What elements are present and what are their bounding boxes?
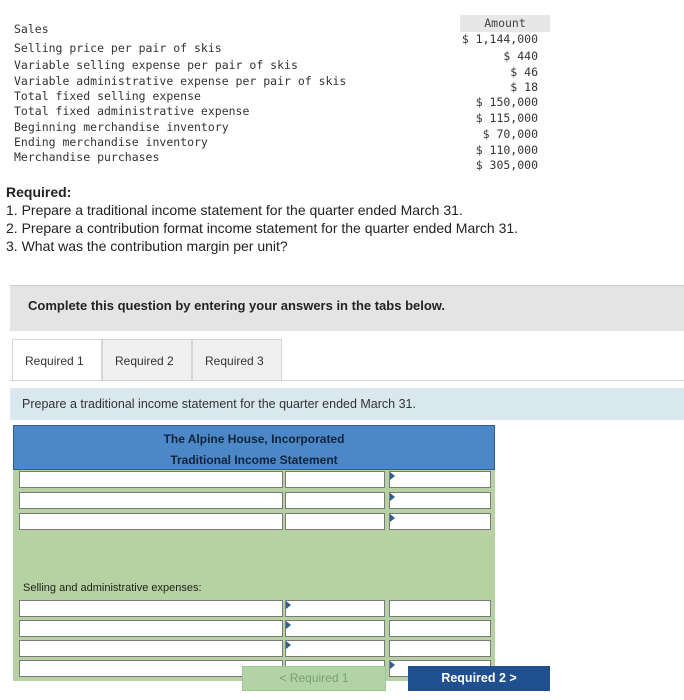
total-input[interactable]: [389, 640, 491, 657]
tab-instruction-bar: [10, 388, 684, 420]
required-list: [6, 183, 518, 255]
statement-row: [19, 492, 491, 509]
dropdown-arrow-icon: [286, 621, 291, 629]
statement-row: [19, 471, 491, 488]
statement-row: [19, 640, 491, 657]
row-value: $ 1,144,000: [461, 32, 538, 46]
tab-required-3[interactable]: Required 3: [192, 339, 282, 381]
label-input[interactable]: [19, 513, 283, 530]
required-heading: Required:: [6, 184, 72, 200]
next-required-button[interactable]: Required 2 >: [408, 666, 550, 691]
row-label: Variable administrative expense per pair of skis: [14, 74, 347, 88]
dropdown-arrow-icon: [390, 661, 395, 669]
row-value: $ 46: [510, 65, 538, 79]
statement-header: [13, 425, 495, 470]
amount-input[interactable]: [285, 513, 385, 530]
total-input[interactable]: [389, 600, 491, 617]
label-input[interactable]: [19, 640, 283, 657]
company-name: The Alpine House, Incorporated: [163, 432, 345, 446]
amount-input[interactable]: [285, 640, 385, 657]
row-label: Total fixed selling expense: [14, 89, 201, 103]
row-value: $ 70,000: [482, 127, 538, 141]
row-value: $ 115,000: [475, 111, 538, 125]
statement-row: [19, 600, 491, 617]
table-row: [12, 158, 540, 174]
label-input[interactable]: [19, 492, 283, 509]
required-item: 3. What was the contribution margin per unit?: [6, 238, 288, 254]
row-label: Selling price per pair of skis: [14, 41, 222, 55]
row-label: Variable selling expense per pair of skis: [14, 58, 298, 72]
total-input[interactable]: [389, 492, 491, 509]
dropdown-arrow-icon: [390, 472, 395, 480]
row-label: Sales: [14, 22, 49, 36]
dropdown-arrow-icon: [286, 641, 291, 649]
amount-input[interactable]: [285, 620, 385, 637]
total-input[interactable]: [389, 471, 491, 488]
amount-input[interactable]: [285, 471, 385, 488]
previous-required-button[interactable]: < Required 1: [242, 666, 386, 691]
statement-grid: [13, 470, 495, 681]
dropdown-arrow-icon: [286, 601, 291, 609]
complete-question-banner: [10, 285, 684, 331]
row-label: Beginning merchandise inventory: [14, 120, 229, 134]
amount-column-header: Amount: [460, 15, 550, 32]
selling-admin-expenses-label: Selling and administrative expenses:: [23, 582, 202, 594]
complete-question-text: Complete this question by entering your answers in the tabs below.: [28, 298, 446, 313]
total-input[interactable]: [389, 620, 491, 637]
amount-input[interactable]: [285, 492, 385, 509]
row-value: $ 440: [503, 49, 538, 63]
row-value: $ 110,000: [475, 143, 538, 157]
label-input[interactable]: [19, 471, 283, 488]
amount-input[interactable]: [285, 600, 385, 617]
tab-instruction-text: Prepare a traditional income statement for the quarter ended March 31.: [22, 397, 416, 411]
required-item: 1. Prepare a traditional income statement for the quarter ended March 31.: [6, 202, 463, 218]
statement-row: [19, 620, 491, 637]
statement-row: [19, 513, 491, 530]
statement-title: Traditional Income Statement: [170, 453, 338, 467]
row-label: Total fixed administrative expense: [14, 104, 250, 118]
row-value: $ 305,000: [475, 158, 538, 172]
tab-required-2[interactable]: Required 2: [102, 339, 192, 381]
row-label: Ending merchandise inventory: [14, 135, 208, 149]
row-value: $ 18: [510, 80, 538, 94]
tab-required-1[interactable]: Required 1: [12, 339, 102, 381]
dropdown-arrow-icon: [390, 514, 395, 522]
row-value: $ 150,000: [475, 95, 538, 109]
total-input[interactable]: [389, 513, 491, 530]
row-label: Merchandise purchases: [14, 150, 160, 164]
required-item: 2. Prepare a contribution format income statement for the quarter ended March 31.: [6, 220, 519, 236]
dropdown-arrow-icon: [390, 493, 395, 501]
label-input[interactable]: [19, 600, 283, 617]
tab-divider: [10, 380, 684, 381]
label-input[interactable]: [19, 620, 283, 637]
